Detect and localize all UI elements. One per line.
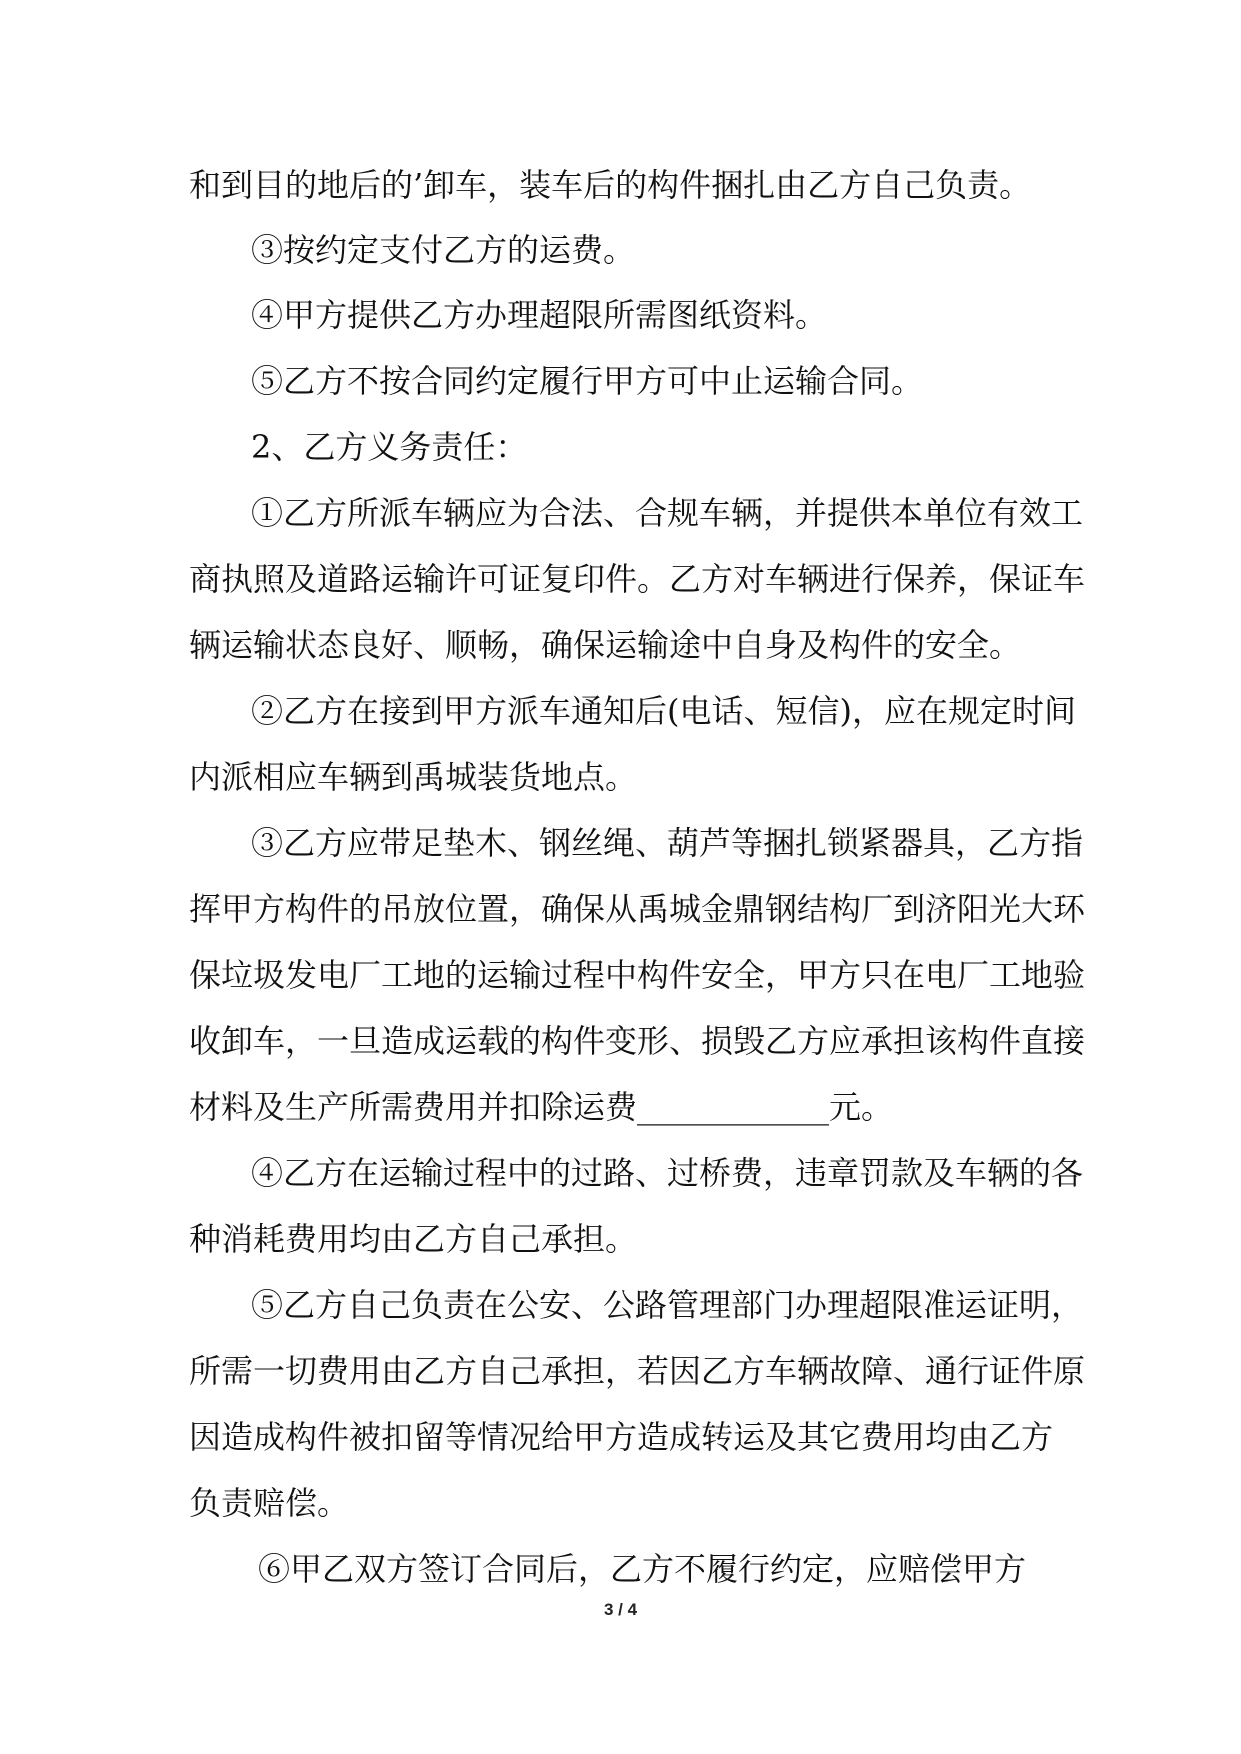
- section-heading: 2、乙方义务责任：: [251, 428, 528, 466]
- text-line-15: 材料及生产所需费用并扣除运费____________元。: [189, 1088, 894, 1126]
- text-line-3: ④甲方提供乙方办理超限所需图纸资料。: [251, 296, 828, 334]
- text-line-12: 挥甲方构件的吊放位置，确保从禹城金鼎钢结构厂到济阳光大环: [189, 890, 1086, 928]
- text-line-6: ①乙方所派车辆应为合法、合规车辆，并提供本单位有效工: [251, 494, 1084, 532]
- text-line-17: 种消耗费用均由乙方自己承担。: [189, 1220, 638, 1258]
- text-line-22: ⑥甲乙双方签订合同后，乙方不履行约定，应赔偿甲方: [258, 1550, 1027, 1588]
- text-line-9: ②乙方在接到甲方派车通知后(电话、短信)，应在规定时间: [251, 692, 1076, 730]
- text-line-7: 商执照及道路运输许可证复印件。乙方对车辆进行保养，保证车: [189, 560, 1086, 598]
- text-line-19: 所需一切费用由乙方自己承担，若因乙方车辆故障、通行证件原: [189, 1352, 1086, 1390]
- text-line-4: ⑤乙方不按合同约定履行甲方可中止运输合同。: [251, 362, 924, 400]
- text-line-1: 和到目的地后的’卸车，装车后的构件捆扎由乙方自己负责。: [189, 166, 1032, 204]
- text-line-21: 负责赔偿。: [189, 1484, 350, 1522]
- text-line-10: 内派相应车辆到禹城装货地点。: [189, 758, 638, 796]
- text-line-2: ③按约定支付乙方的运费。: [251, 231, 636, 269]
- text-line-8: 辆运输状态良好、顺畅，确保运输途中自身及构件的安全。: [189, 626, 1022, 664]
- text-line-16: ④乙方在运输过程中的过路、过桥费，违章罚款及车辆的各: [251, 1154, 1084, 1192]
- text-line-18: ⑤乙方自己负责在公安、公路管理部门办理超限准运证明，: [251, 1286, 1084, 1324]
- text-line-13: 保垃圾发电厂工地的运输过程中构件安全，甲方只在电厂工地验: [189, 956, 1086, 994]
- text-line-11: ③乙方应带足垫木、钢丝绳、葫芦等捆扎锁紧器具，乙方指: [251, 824, 1084, 862]
- text-line-14: 收卸车，一旦造成运载的构件变形、损毁乙方应承担该构件直接: [189, 1022, 1086, 1060]
- text-line-20: 因造成构件被扣留等情况给甲方造成转运及其它费用均由乙方: [189, 1418, 1054, 1456]
- page-number: 3 / 4: [603, 1600, 638, 1619]
